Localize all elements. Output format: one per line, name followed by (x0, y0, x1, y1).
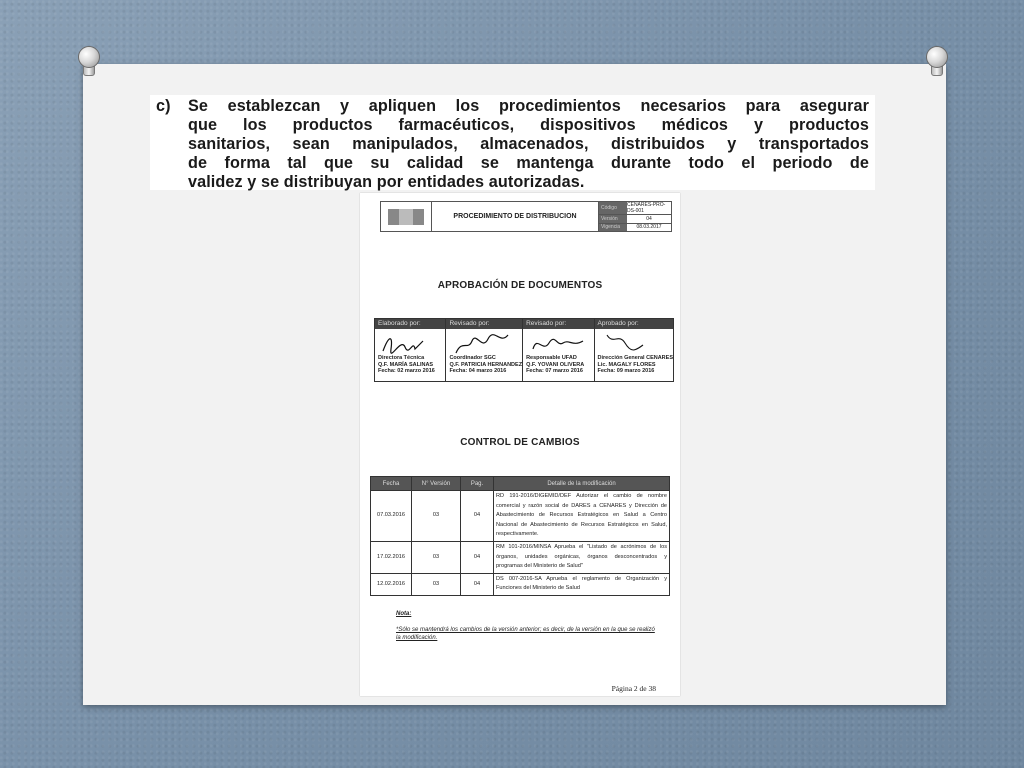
clause-marker: c) (156, 97, 171, 115)
clause-line: que los productos farmacéuticos, dispositivos médicos y productos (188, 116, 869, 134)
approval-cell-heading: Elaborado por: (375, 319, 445, 329)
table-row (371, 491, 670, 542)
approval-date: Fecha: 04 marzo 2016 (449, 368, 507, 374)
clause-line: de forma tal que su calidad se mantenga durante todo el periodo de (188, 154, 869, 172)
approver-name: Lic. MAGALY FLORES (597, 361, 656, 368)
row-page: 04 (461, 491, 494, 542)
approver-name: Q.F. PATRICIA HERNANDEZ (449, 361, 523, 368)
approval-date: Fecha: 02 marzo 2016 (378, 368, 435, 374)
approval-heading: APROBACIÓN DE DOCUMENTOS (437, 280, 603, 291)
signature (446, 329, 522, 355)
clause-line: sanitarios, sean manipulados, almacenados, distribuidos y transportados (188, 135, 869, 153)
row-version: 03 (412, 491, 461, 542)
row-detail: RM 101-2016/MINSA Aprueba el "Listado de acrónimos de los órganos, unidades orgánicas, órganos desconcentrados y programas del Ministerio de Salud" (494, 541, 670, 573)
document-page (360, 193, 680, 696)
document-meta (599, 202, 671, 231)
excerpt-clause (150, 95, 875, 190)
approver-role: Coordinador SGC (449, 355, 496, 361)
approval-cell-heading: Aprobado por: (595, 319, 674, 329)
clause-line: validez y se distribuyan por entidades autorizadas. (188, 173, 585, 191)
note-label: Nota: (396, 611, 412, 617)
signature (595, 329, 674, 355)
page-number: Página 2 de 38 (611, 684, 656, 693)
approval-cell-heading: Revisado por: (446, 319, 522, 329)
note-text: *Sólo se mantendrá los cambios de la versión anterior; es decir, de la versión en la que se realizó la modificación. (396, 627, 655, 641)
column-header: Pag. (461, 477, 494, 491)
row-date: 07.03.2016 (371, 491, 412, 542)
document-header (380, 201, 672, 232)
changes-heading: CONTROL DE CAMBIOS (460, 437, 580, 448)
approval-cell (375, 319, 446, 381)
row-page: 04 (461, 541, 494, 573)
approval-table (374, 318, 674, 382)
row-version: 03 (412, 541, 461, 573)
pushpin-icon (922, 46, 950, 74)
approval-cell (595, 319, 674, 381)
meta-value: 08.03.2017 (636, 224, 662, 231)
meta-key: Vigencia (599, 224, 627, 232)
signature (375, 329, 445, 355)
meta-value: CENARES-PRO-DS-001 (627, 202, 666, 214)
approval-date: Fecha: 07 marzo 2016 (526, 368, 583, 374)
approver-role: Responsable UFAD (526, 355, 577, 361)
approval-cell-heading: Revisado por: (523, 319, 593, 329)
institution-logo (381, 202, 432, 231)
approval-cell (446, 319, 523, 381)
approver-name: Q.F. YOVANI OLIVERA (526, 361, 585, 368)
row-detail: DS 007-2016-SA Aprueba el reglamento de Organización y Funciones del Ministerio de Salud (494, 573, 670, 595)
changes-table (370, 476, 670, 596)
meta-key: Código (599, 202, 627, 214)
meta-key: Versión (599, 215, 627, 223)
row-version: 03 (412, 573, 461, 595)
row-date: 17.02.2016 (371, 541, 412, 573)
column-header: Fecha (371, 477, 412, 491)
document-title: PROCEDIMIENTO DE DISTRIBUCION (432, 202, 599, 231)
table-row (371, 541, 670, 573)
pushpin-icon (74, 46, 102, 74)
approval-date: Fecha: 09 marzo 2016 (597, 368, 655, 374)
clause-line: Se establezcan y apliquen los procedimientos necesarios para asegurar (188, 97, 869, 115)
row-page: 04 (461, 573, 494, 595)
column-header: Detalle de la modificación (494, 477, 670, 491)
signature (523, 329, 593, 355)
approver-name: Q.F. MARÍA SALINAS (378, 361, 434, 368)
table-row (371, 573, 670, 595)
approval-cell (523, 319, 594, 381)
row-date: 12.02.2016 (371, 573, 412, 595)
row-detail: RD 191-2016/DIGEMID/DEF Autorizar el cambio de nombre comercial y razón social de DARES a CENARES y Dirección de Abastecimiento de Recursos Estratégicos en Salud a Centro Nacional de Abastecimiento de Recursos Estratégicos en Salud, respectivamente. (494, 491, 670, 542)
approver-role: Dirección General CENARES (597, 355, 673, 361)
approver-role: Directora Técnica (378, 355, 425, 361)
column-header: N° Versión (412, 477, 461, 491)
meta-value: 04 (646, 215, 652, 222)
